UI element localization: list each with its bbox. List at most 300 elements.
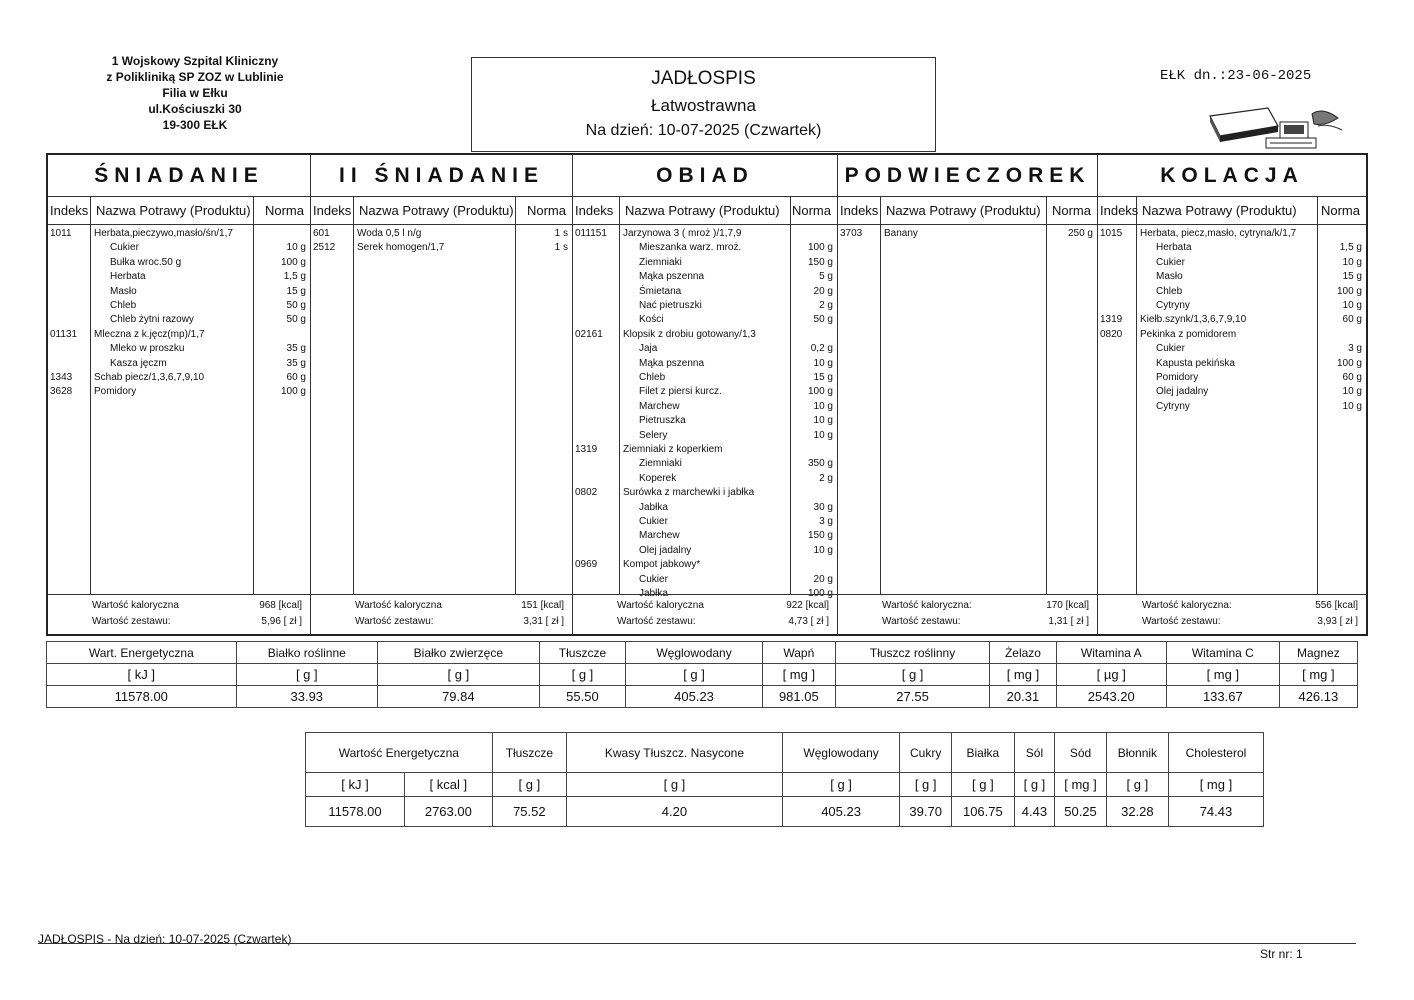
item-name: Schab piecz/1,3,6,7,9,10 xyxy=(94,372,205,383)
nutrition-cell: [ g ] xyxy=(835,664,990,686)
item-norm: 1,5 g xyxy=(1339,242,1362,254)
summary-cell: 4.43 xyxy=(1014,797,1054,827)
name-header: Nazwa Potrawy (Produktu) xyxy=(1142,203,1297,218)
norm-header: Norma xyxy=(526,203,566,218)
item-norm: 20 g xyxy=(813,285,833,297)
item-name: Kości xyxy=(639,314,664,326)
diet-name: Łatwostrawna xyxy=(651,96,756,115)
item-norm: 15 g xyxy=(1342,271,1362,283)
item-name: Herbata xyxy=(110,271,146,283)
item-name: Cukier xyxy=(1156,256,1185,268)
cost-label: Wartość zestawu: xyxy=(92,616,171,627)
title-box xyxy=(471,57,936,152)
meal-item-row xyxy=(48,256,310,270)
meal-item-row xyxy=(1098,385,1366,399)
meal-item-row xyxy=(48,241,310,255)
summary-cell: [ kcal ] xyxy=(405,773,493,797)
item-index: 601 xyxy=(313,228,330,239)
item-norm: 250 g xyxy=(1067,228,1093,239)
item-norm: 1 s xyxy=(554,228,568,239)
nutrition-cell: Wapń xyxy=(762,642,835,664)
item-name: Herbata, piecz,masło, cytryna/k/1,7 xyxy=(1140,228,1297,239)
index-header: Indeks xyxy=(575,203,614,218)
meal-item-row xyxy=(838,227,1097,241)
item-name: Serek homogen/1,7 xyxy=(357,242,445,254)
item-name: Pomidory xyxy=(94,386,137,398)
page-number: Str nr: 1 xyxy=(1260,947,1303,961)
index-header: Indeks xyxy=(313,203,352,218)
summary-header-cell: Sód xyxy=(1055,733,1107,773)
item-norm: 100 g xyxy=(807,386,833,398)
item-index: 0969 xyxy=(575,559,598,571)
meal-title: PODWIECZOREK xyxy=(838,155,1097,197)
item-name: Chleb xyxy=(1156,285,1183,297)
nutrition-cell: [ mg ] xyxy=(1166,664,1279,686)
summary-cell: 2763.00 xyxy=(405,797,493,827)
cost-value: 3,31 [ zł ] xyxy=(523,616,564,627)
meal-item-row xyxy=(573,558,837,572)
summary-header-cell: Kwasy Tłuszcz. Nasycone xyxy=(567,733,783,773)
nutrition-row-values xyxy=(47,686,1358,708)
meal-item-row xyxy=(573,241,837,255)
summary-row-units xyxy=(306,773,1264,797)
kcal-label: Wartość kaloryczna xyxy=(617,600,704,611)
item-index: 1015 xyxy=(1100,228,1123,239)
index-header: Indeks xyxy=(50,203,89,218)
item-norm: 100 g xyxy=(807,242,833,254)
nutrition-row-units xyxy=(47,664,1358,686)
item-norm: 10 g xyxy=(1342,256,1362,268)
hospital-line: 19-300 EŁK xyxy=(162,118,228,132)
meal-item-row xyxy=(573,429,837,443)
meal-item-row xyxy=(311,241,572,255)
item-name: Mąka pszenna xyxy=(639,271,705,283)
menu-date: Na dzień: 10-07-2025 (Czwartek) xyxy=(585,122,822,139)
nutrition-cell: Białko roślinne xyxy=(236,642,377,664)
hospital-line: 1 Wojskowy Szpital Kliniczny xyxy=(111,54,279,68)
meal-item-row xyxy=(48,371,310,385)
summary-cell: 39.70 xyxy=(900,797,952,827)
item-norm: 100 g xyxy=(280,256,306,268)
summary-header-cell: Cukry xyxy=(900,733,952,773)
footer-divider xyxy=(38,943,1356,944)
item-norm: 100 g xyxy=(1336,357,1362,369)
meal-item-row xyxy=(573,529,837,543)
nutrition-cell: 20.31 xyxy=(990,686,1056,708)
item-index: 1319 xyxy=(1100,314,1123,326)
item-name: Banany xyxy=(884,228,918,239)
meal-item-row xyxy=(48,313,310,327)
meal-item-row xyxy=(48,328,310,342)
item-name: Herbata xyxy=(1156,242,1192,254)
name-header: Nazwa Potrawy (Produktu) xyxy=(886,203,1041,218)
item-norm: 150 g xyxy=(807,256,833,268)
item-norm: 350 g xyxy=(807,458,833,470)
item-name: Cytryny xyxy=(1156,400,1190,412)
item-name: Koperek xyxy=(639,472,677,484)
nutrition-cell: 27.55 xyxy=(835,686,990,708)
summary-cell: 405.23 xyxy=(782,797,900,827)
meal-column xyxy=(573,155,838,634)
meal-item-row xyxy=(1098,299,1366,313)
item-norm: 10 g xyxy=(813,400,833,412)
cost-value: 4,73 [ zł ] xyxy=(788,616,829,627)
item-name: Chleb xyxy=(110,300,137,311)
summary-cell: 4.20 xyxy=(567,797,783,827)
norm-header: Norma xyxy=(1051,203,1091,218)
cost-value: 5,96 [ zł ] xyxy=(261,616,302,627)
item-norm: 10 g xyxy=(813,415,833,427)
item-norm: 100 g xyxy=(1336,285,1362,297)
cost-label: Wartość zestawu: xyxy=(617,616,696,627)
meal-item-row xyxy=(573,385,837,399)
meal-item-row xyxy=(573,400,837,414)
meal-item-row xyxy=(48,342,310,356)
meal-item-row xyxy=(573,486,837,500)
item-name: Masło xyxy=(1156,271,1183,283)
meal-item-row xyxy=(573,256,837,270)
meal-item-row xyxy=(573,227,837,241)
meal-item-row xyxy=(573,299,837,313)
book-computer-icon xyxy=(1208,104,1348,156)
item-norm: 50 g xyxy=(813,314,833,326)
nutrition-cell: [ g ] xyxy=(539,664,626,686)
meal-item-row xyxy=(1098,313,1366,327)
nutrition-cell: [ mg ] xyxy=(1279,664,1357,686)
nutrition-cell: Węglowodany xyxy=(626,642,763,664)
nutrition-cell: 405.23 xyxy=(626,686,763,708)
summary-header-cell: Wartość Energetyczna xyxy=(306,733,493,773)
item-name: Cukier xyxy=(639,573,668,585)
column-headers xyxy=(838,197,1097,225)
column-headers xyxy=(1098,197,1366,225)
column-headers xyxy=(311,197,572,225)
kcal-label: Wartość kaloryczna xyxy=(355,600,442,611)
meal-summary xyxy=(838,594,1097,634)
kcal-label: Wartość kaloryczna: xyxy=(1142,600,1232,611)
meal-item-row xyxy=(1098,227,1366,241)
meal-item-row xyxy=(1098,342,1366,356)
meal-item-row xyxy=(573,285,837,299)
column-headers xyxy=(48,197,310,225)
meal-summary xyxy=(48,594,310,634)
item-name: Mąka pszenna xyxy=(639,357,705,369)
nutrition-cell: [ µg ] xyxy=(1056,664,1166,686)
meal-item-row xyxy=(573,472,837,486)
item-name: Pekinka z pomidorem xyxy=(1140,328,1237,340)
kcal-value: 151 [kcal] xyxy=(521,600,564,611)
item-norm: 60 g xyxy=(286,372,306,383)
nutrition-cell: Witamina C xyxy=(1166,642,1279,664)
hospital-line: ul.Kościuszki 30 xyxy=(148,102,242,116)
nutrition-cell: Magnez xyxy=(1279,642,1357,664)
meal-title: II ŚNIADANIE xyxy=(311,155,572,197)
summary-row-values xyxy=(306,797,1264,827)
item-norm: 3 g xyxy=(819,516,833,527)
meal-item-row xyxy=(48,227,310,241)
item-name: Kompot jabkowy* xyxy=(623,559,701,571)
nutrition-cell: [ g ] xyxy=(378,664,540,686)
name-header: Nazwa Potrawy (Produktu) xyxy=(96,203,251,218)
item-name: Woda 0,5 l n/g xyxy=(357,228,422,239)
nutrition-cell: 426.13 xyxy=(1279,686,1357,708)
summary-header-cell: Sól xyxy=(1014,733,1054,773)
nutrition-table-daily xyxy=(46,641,1358,708)
meal-column xyxy=(48,155,311,634)
item-name: Kapusta pekińska xyxy=(1156,357,1235,369)
index-header: Indeks xyxy=(1100,203,1139,218)
summary-cell: 106.75 xyxy=(951,797,1014,827)
nutrition-cell: Białko zwierzęce xyxy=(378,642,540,664)
name-header: Nazwa Potrawy (Produktu) xyxy=(359,203,514,218)
item-name: Mleko w proszku xyxy=(110,343,185,355)
item-name: Herbata,pieczywo,masło/śn/1,7 xyxy=(94,228,233,239)
kcal-label: Wartość kaloryczna xyxy=(92,600,179,611)
cost-label: Wartość zestawu: xyxy=(1142,616,1221,627)
nutrition-cell: [ g ] xyxy=(626,664,763,686)
nutrition-cell: Żelazo xyxy=(990,642,1056,664)
meal-item-row xyxy=(1098,328,1366,342)
item-name: Mleczna z k.jęcz(mp)/1,7 xyxy=(94,328,205,340)
nutrition-cell: [ mg ] xyxy=(990,664,1056,686)
item-name: Filet z piersi kurcz. xyxy=(639,386,722,398)
meal-item-row xyxy=(1098,371,1366,385)
summary-header-cell: Cholesterol xyxy=(1168,733,1263,773)
summary-cell: [ g ] xyxy=(951,773,1014,797)
item-name: Olej jadalny xyxy=(1156,386,1209,398)
meal-items xyxy=(838,225,1097,594)
item-norm: 1 s xyxy=(554,242,568,254)
meal-items xyxy=(573,225,837,599)
item-index: 3628 xyxy=(50,386,73,398)
meal-summary xyxy=(1098,594,1366,634)
item-index: 0820 xyxy=(1100,328,1123,340)
item-norm: 10 g xyxy=(1342,400,1362,412)
kcal-value: 922 [kcal] xyxy=(786,600,829,611)
index-header: Indeks xyxy=(840,203,879,218)
meal-item-row xyxy=(1098,256,1366,270)
nutrition-cell: 133.67 xyxy=(1166,686,1279,708)
meal-item-row xyxy=(573,573,837,587)
item-norm: 50 g xyxy=(286,300,306,311)
name-header: Nazwa Potrawy (Produktu) xyxy=(625,203,780,218)
item-name: Klopsik z drobiu gotowany/1,3 xyxy=(623,328,756,340)
nutrition-cell: Tłuszcz roślinny xyxy=(835,642,990,664)
meal-item-row xyxy=(48,285,310,299)
item-name: Cukier xyxy=(639,516,668,527)
meal-title: OBIAD xyxy=(573,155,837,197)
item-name: Ziemniaki xyxy=(639,256,682,268)
summary-header-cell: Białka xyxy=(951,733,1014,773)
nutrition-cell: 981.05 xyxy=(762,686,835,708)
hospital-address xyxy=(90,53,300,133)
summary-cell: [ g ] xyxy=(782,773,900,797)
meal-item-row xyxy=(573,270,837,284)
meal-item-row xyxy=(1098,270,1366,284)
meal-plan-grid xyxy=(46,153,1368,636)
meal-title: ŚNIADANIE xyxy=(48,155,310,197)
summary-header-cell: Węglowodany xyxy=(782,733,900,773)
kcal-value: 968 [kcal] xyxy=(259,600,302,611)
item-norm: 60 g xyxy=(1342,372,1362,383)
meal-item-row xyxy=(311,227,572,241)
item-name: Chleb xyxy=(639,372,666,383)
item-norm: 50 g xyxy=(286,314,306,326)
nutrition-cell: Tłuszcze xyxy=(539,642,626,664)
norm-header: Norma xyxy=(264,203,304,218)
meal-item-row xyxy=(48,357,310,371)
item-index: 2512 xyxy=(313,242,336,254)
meal-summary xyxy=(573,594,837,634)
kcal-label: Wartość kaloryczna: xyxy=(882,600,972,611)
meal-item-row xyxy=(1098,400,1366,414)
item-name: Ziemniaki z koperkiem xyxy=(623,444,723,455)
page-title: JADŁOSPIS xyxy=(651,68,756,89)
item-name: Jarzynowa 3 ( mroż )/1,7,9 xyxy=(623,228,742,239)
summary-cell: 11578.00 xyxy=(306,797,405,827)
meal-item-row xyxy=(48,385,310,399)
item-norm: 1,5 g xyxy=(283,271,306,283)
meal-item-row xyxy=(573,544,837,558)
column-headers xyxy=(573,197,837,225)
cost-label: Wartość zestawu: xyxy=(355,616,434,627)
item-norm: 0,2 g xyxy=(810,343,833,355)
item-norm: 100 g xyxy=(280,386,306,398)
meal-column xyxy=(311,155,573,634)
item-norm: 20 g xyxy=(813,573,833,585)
item-name: Bułka wroc.50 g xyxy=(110,256,182,268)
item-norm: 60 g xyxy=(1342,314,1362,326)
nutrition-cell: 2543.20 xyxy=(1056,686,1166,708)
item-norm: 15 g xyxy=(286,285,306,297)
item-name: Cytryny xyxy=(1156,300,1190,311)
summary-cell: [ mg ] xyxy=(1168,773,1263,797)
meal-column xyxy=(1098,155,1366,634)
summary-cell: 32.28 xyxy=(1106,797,1168,827)
item-index: 1011 xyxy=(50,228,72,239)
summary-cell: [ g ] xyxy=(900,773,952,797)
item-name: Marchew xyxy=(639,400,680,412)
nutrition-cell: [ g ] xyxy=(236,664,377,686)
meal-items xyxy=(48,225,310,594)
summary-cell: [ g ] xyxy=(1106,773,1168,797)
item-norm: 10 g xyxy=(1342,386,1362,398)
item-name: Selery xyxy=(639,429,668,441)
item-norm: 10 g xyxy=(813,429,833,441)
summary-header-cell: Tłuszcze xyxy=(492,733,566,773)
item-name: Chleb żytni razowy xyxy=(110,314,194,326)
nutrition-cell: 55.50 xyxy=(539,686,626,708)
meal-column xyxy=(838,155,1098,634)
item-name: Śmietana xyxy=(639,285,682,297)
item-index: 0802 xyxy=(575,487,598,499)
item-index: 1343 xyxy=(50,372,73,383)
cost-value: 1,31 [ zł ] xyxy=(1048,616,1089,627)
item-norm: 10 g xyxy=(813,357,833,369)
hospital-line: Filia w Ełku xyxy=(162,86,228,100)
item-name: Kiełb.szynk/1,3,6,7,9,10 xyxy=(1140,314,1247,326)
kcal-value: 556 [kcal] xyxy=(1315,600,1358,611)
item-norm: 150 g xyxy=(807,530,833,542)
nutrition-cell: 11578.00 xyxy=(47,686,237,708)
item-name: Jaja xyxy=(639,343,658,355)
hospital-line: z Polikliniką SP ZOZ w Lublinie xyxy=(106,70,284,84)
norm-header: Norma xyxy=(1320,203,1360,218)
summary-header-cell: Błonnik xyxy=(1106,733,1168,773)
item-name: Ziemniaki xyxy=(639,458,682,470)
item-name: Jabłka xyxy=(639,501,668,513)
summary-cell: [ g ] xyxy=(492,773,566,797)
meal-item-row xyxy=(573,328,837,342)
nutrition-cell: [ kJ ] xyxy=(47,664,237,686)
item-index: 3703 xyxy=(840,228,863,239)
item-norm: 5 g xyxy=(819,271,833,283)
item-name: Jabłka xyxy=(639,588,668,599)
item-norm: 2 g xyxy=(819,300,833,311)
meal-item-row xyxy=(48,270,310,284)
meal-title: KOLACJA xyxy=(1098,155,1366,197)
meal-item-row xyxy=(1098,285,1366,299)
item-index: 011151 xyxy=(575,228,607,239)
meal-item-row xyxy=(573,515,837,529)
item-norm: 2 g xyxy=(819,472,833,484)
item-name: Surówka z marchewki i jabłka xyxy=(623,487,755,499)
cost-value: 3,93 [ zł ] xyxy=(1317,616,1358,627)
item-norm: 10 g xyxy=(813,544,833,556)
item-name: Cukier xyxy=(1156,343,1185,355)
item-norm: 35 g xyxy=(286,357,306,369)
meal-item-row xyxy=(48,299,310,313)
meal-summary xyxy=(311,594,572,634)
meal-item-row xyxy=(573,371,837,385)
item-name: Pomidory xyxy=(1156,372,1199,383)
item-name: Olej jadalny xyxy=(639,544,692,556)
item-name: Nać pietruszki xyxy=(639,300,702,311)
meal-item-row xyxy=(573,357,837,371)
item-name: Kasza jęczm xyxy=(110,357,167,369)
item-name: Masło xyxy=(110,285,137,297)
footer-title: JADŁOSPIS - Na dzień: 10-07-2025 (Czwartek) xyxy=(38,932,292,946)
item-norm: 35 g xyxy=(286,343,306,355)
summary-cell: 74.43 xyxy=(1168,797,1263,827)
summary-cell: [ kJ ] xyxy=(306,773,405,797)
item-index: 02161 xyxy=(575,328,603,340)
norm-header: Norma xyxy=(791,203,831,218)
item-norm: 10 g xyxy=(286,242,306,254)
meal-item-row xyxy=(573,457,837,471)
item-index: 1319 xyxy=(575,444,598,455)
cost-label: Wartość zestawu: xyxy=(882,616,961,627)
item-norm: 3 g xyxy=(1348,343,1362,355)
meal-item-row xyxy=(573,414,837,428)
item-norm: 30 g xyxy=(813,501,833,513)
nutrition-cell: 33.93 xyxy=(236,686,377,708)
kcal-value: 170 [kcal] xyxy=(1046,600,1089,611)
meal-item-row xyxy=(573,501,837,515)
meal-items xyxy=(311,225,572,594)
item-index: 01131 xyxy=(50,328,78,340)
meal-item-row xyxy=(1098,241,1366,255)
nutrition-table-summary xyxy=(305,732,1264,827)
nutrition-cell: [ mg ] xyxy=(762,664,835,686)
nutrition-cell: Wart. Energetyczna xyxy=(47,642,237,664)
summary-cell: 75.52 xyxy=(492,797,566,827)
summary-cell: [ g ] xyxy=(1014,773,1054,797)
summary-cell: [ mg ] xyxy=(1055,773,1107,797)
summary-cell: [ g ] xyxy=(567,773,783,797)
meal-item-row xyxy=(573,313,837,327)
nutrition-row-headers xyxy=(47,642,1358,664)
